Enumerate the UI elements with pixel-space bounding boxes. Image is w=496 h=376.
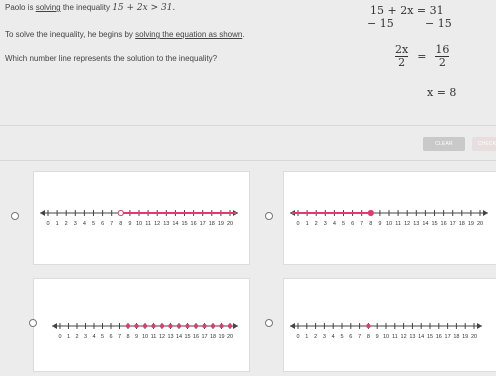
tick-label: 0 (46, 221, 50, 227)
tick-label: 6 (101, 221, 105, 227)
tick-label: 5 (340, 334, 344, 340)
tick-label: 1 (305, 221, 309, 227)
tick-label: 1 (55, 221, 59, 227)
tick-label: 9 (134, 334, 139, 340)
question-line-3: Which number line represents the solution to the inequality? (5, 54, 218, 63)
tick-label: 14 (175, 334, 183, 340)
tick-label: 6 (109, 334, 113, 340)
tick-label: 3 (73, 221, 77, 227)
tick-label: 7 (117, 334, 122, 340)
divider (0, 160, 496, 161)
tick-label: 19 (218, 334, 225, 340)
tick-label: 4 (331, 334, 335, 340)
check-button[interactable]: CHECK (472, 137, 496, 151)
solving-equation-link[interactable]: solving the equation as shown (135, 30, 243, 39)
tick-label: 4 (332, 221, 336, 227)
tick-label: 10 (382, 334, 390, 340)
tick-label: 3 (83, 334, 88, 340)
plotted-point (194, 324, 198, 328)
tick-label: 13 (163, 221, 170, 227)
tick-label: 11 (391, 334, 398, 340)
plotted-point (126, 324, 130, 328)
question-line-1 (5, 3, 175, 13)
tick-label: 15 (426, 334, 434, 340)
tick-label: 17 (199, 221, 206, 227)
tick-label: 6 (351, 221, 355, 227)
tick-label: 15 (184, 334, 191, 340)
tick-label: 5 (100, 334, 105, 340)
tick-label: 16 (440, 221, 447, 227)
number-line-option-b (284, 172, 496, 264)
arrow-left-icon (290, 323, 295, 329)
arrow-left-icon (52, 323, 57, 329)
tick-label: 20 (226, 221, 234, 227)
tick-label: 16 (435, 334, 442, 340)
divider (0, 125, 496, 126)
plotted-point (134, 324, 138, 328)
tick-label: 2 (314, 221, 318, 227)
tick-label: 14 (422, 221, 429, 227)
tick-label: 7 (360, 221, 364, 227)
equals-sign: = (417, 50, 427, 63)
tick-label: 11 (395, 221, 401, 227)
arrow-right-icon (477, 323, 482, 329)
tick-label: 6 (349, 334, 353, 340)
question-text: Paolo is (5, 3, 36, 12)
option-d-card[interactable] (283, 278, 496, 372)
tick-label: 10 (385, 221, 393, 227)
question-text: the inequality (60, 3, 113, 12)
fraction-left (395, 44, 408, 69)
plotted-point (211, 324, 215, 328)
tick-label: 20 (476, 221, 484, 227)
tick-label: 3 (322, 334, 326, 340)
tick-label: 9 (378, 221, 382, 227)
tick-label: 11 (145, 221, 151, 227)
plotted-point (228, 324, 232, 328)
tick-label: 11 (150, 334, 157, 340)
plotted-point (168, 324, 172, 328)
tick-label: 10 (141, 334, 149, 340)
tick-label: 14 (418, 334, 425, 340)
arrow-left-icon (40, 210, 45, 216)
number-line-option-c (34, 279, 249, 371)
number-line-option-d (284, 279, 496, 371)
plotted-point (185, 324, 189, 328)
question-line-2 (5, 30, 245, 39)
tick-label: 19 (467, 221, 474, 227)
tick-label: 16 (192, 334, 200, 340)
option-d-radio[interactable] (265, 319, 273, 327)
tick-label: 19 (462, 334, 469, 340)
tick-label: 12 (404, 221, 411, 227)
tick-label: 20 (226, 334, 234, 340)
tick-label: 3 (323, 221, 327, 227)
fraction-numerator: 16 (435, 43, 450, 56)
tick-label: 4 (82, 221, 86, 227)
work-row-2-right: − 15 (425, 17, 452, 30)
closed-circle-point (368, 210, 373, 215)
solving-link[interactable]: solving (35, 3, 61, 12)
open-circle-point (118, 210, 123, 215)
tick-label: 0 (296, 334, 300, 340)
question-text: . (242, 30, 245, 39)
tick-label: 5 (341, 221, 346, 227)
plotted-point (151, 324, 155, 328)
tick-label: 17 (201, 334, 208, 340)
tick-label: 10 (135, 221, 143, 227)
question-text: To solve the inequality, he begins by (5, 30, 136, 39)
tick-label: 20 (470, 334, 478, 340)
tick-label: 9 (128, 221, 132, 227)
tick-label: 13 (409, 334, 416, 340)
tick-label: 0 (296, 221, 300, 227)
tick-label: 12 (154, 221, 161, 227)
arrow-right-icon (483, 210, 488, 216)
inequality-expression: 15 + 2x > 31. (112, 3, 176, 13)
tick-label: 7 (358, 334, 362, 340)
tick-label: 18 (208, 221, 215, 227)
tick-label: 17 (444, 334, 451, 340)
tick-label: 2 (314, 334, 318, 340)
tick-label: 18 (458, 221, 465, 227)
tick-label: 2 (75, 334, 79, 340)
tick-label: 15 (181, 221, 188, 227)
tick-label: 1 (305, 334, 309, 340)
plotted-point (160, 324, 164, 328)
tick-label: 0 (58, 334, 62, 340)
fraction-denominator: 2 (398, 56, 406, 69)
tick-label: 7 (110, 221, 114, 227)
option-b-card[interactable] (283, 171, 496, 265)
option-a-radio[interactable] (11, 212, 19, 220)
number-line-option-a (34, 172, 249, 264)
plotted-point (202, 324, 206, 328)
option-c-radio[interactable] (29, 319, 37, 327)
tick-label: 4 (92, 334, 96, 340)
work-row-3 (395, 44, 449, 69)
tick-label: 5 (91, 221, 96, 227)
tick-label: 18 (453, 334, 460, 340)
plotted-point (177, 324, 181, 328)
tick-label: 13 (167, 334, 174, 340)
clear-button[interactable]: CLEAR (423, 137, 465, 151)
plotted-point (143, 324, 147, 328)
option-c-card[interactable] (33, 278, 250, 372)
tick-label: 15 (431, 221, 438, 227)
tick-label: 13 (413, 221, 420, 227)
work-row-1: 15 + 2x = 31 (370, 4, 444, 17)
tick-label: 8 (366, 334, 370, 340)
tick-label: 12 (400, 334, 407, 340)
plotted-point (366, 324, 370, 328)
fraction-denominator: 2 (438, 56, 446, 69)
plotted-point (219, 324, 223, 328)
tick-label: 16 (190, 221, 197, 227)
tick-label: 19 (217, 221, 224, 227)
option-b-radio[interactable] (265, 212, 273, 220)
tick-label: 2 (64, 221, 68, 227)
tick-label: 8 (119, 221, 123, 227)
arrow-right-icon (233, 323, 238, 329)
tick-label: 17 (449, 221, 456, 227)
fraction-numerator: 2x (395, 43, 409, 56)
work-row-2-left: − 15 (367, 17, 394, 30)
tick-label: 12 (158, 334, 166, 340)
work-row-4: x = 8 (427, 86, 457, 99)
option-a-card[interactable] (33, 171, 250, 265)
fraction-right (435, 44, 449, 69)
tick-label: 18 (209, 334, 217, 340)
tick-label: 9 (375, 334, 379, 340)
tick-label: 14 (172, 221, 179, 227)
tick-label: 1 (66, 334, 71, 340)
tick-label: 8 (126, 334, 130, 340)
tick-label: 8 (369, 221, 373, 227)
